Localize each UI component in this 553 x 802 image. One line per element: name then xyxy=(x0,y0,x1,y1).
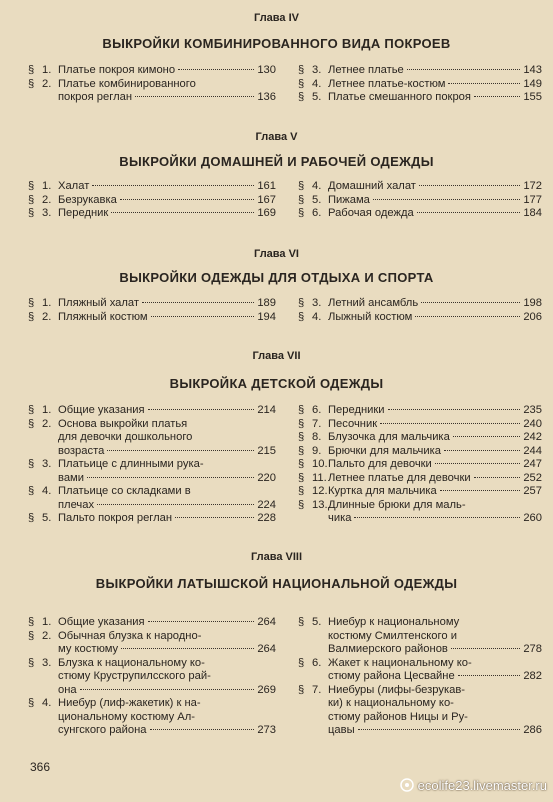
entry-number: 10. xyxy=(312,458,328,470)
entry-text: ки) к национальному ко- xyxy=(328,697,454,709)
page-ref: 242 xyxy=(523,431,542,443)
leader-dots xyxy=(474,96,520,97)
page-ref: 206 xyxy=(523,310,542,323)
toc-entry xyxy=(298,180,542,194)
entry-text: стюму района Цесвайне xyxy=(328,670,455,682)
section-sign: § xyxy=(298,444,305,457)
page-ref: 224 xyxy=(257,498,276,511)
entry-number: 3. xyxy=(42,458,52,470)
page-ref: 244 xyxy=(523,444,542,457)
page-ref: 247 xyxy=(523,458,542,470)
entry-text: плечах xyxy=(58,498,95,511)
leader-dots xyxy=(142,302,254,303)
entry-text: Домашний халат xyxy=(328,180,416,192)
toc-entry xyxy=(298,431,542,445)
toc-entry xyxy=(28,297,276,311)
page-ref: 167 xyxy=(257,193,276,206)
entry-text: Блузка к национальному ко- xyxy=(58,656,205,669)
page-ref: 149 xyxy=(523,77,542,90)
entry-text: Пляжный костюм xyxy=(58,310,148,323)
leader-dots xyxy=(80,689,255,690)
toc-entry xyxy=(28,64,276,78)
leader-dots xyxy=(444,450,520,451)
leader-dots xyxy=(417,212,521,213)
entry-text: Передник xyxy=(58,207,109,219)
entry-text: Летний ансамбль xyxy=(328,297,419,309)
entry-number: 3. xyxy=(312,64,322,76)
section-sign: § xyxy=(28,310,35,323)
leader-dots xyxy=(107,450,254,451)
entry-text: Валмиерского районов xyxy=(328,643,448,655)
page-ref: 169 xyxy=(257,207,276,219)
entry-text: Ниебур (лиф-жакетик) к на- xyxy=(58,697,201,709)
entry-text: Халат xyxy=(58,180,90,192)
entry-number: 6. xyxy=(312,656,322,669)
entry-text: Платьице со складками в xyxy=(58,485,191,497)
toc-column-right xyxy=(298,297,542,324)
toc-entry xyxy=(28,180,276,194)
toc-column-left xyxy=(28,616,276,738)
entry-text: для девочки дошкольного xyxy=(58,431,193,443)
chapter-title: ВЫКРОЙКИ ОДЕЖДЫ ДЛЯ ОТДЫХА И СПОРТА xyxy=(119,270,434,285)
page-ref: 215 xyxy=(257,444,276,457)
entry-number: 4. xyxy=(42,485,52,497)
entry-text: Платье покроя кимоно xyxy=(58,64,176,76)
leader-dots xyxy=(373,199,520,200)
entry-text: Ниебуры (лифы-безрукав- xyxy=(328,683,466,696)
toc-column-right xyxy=(298,64,542,105)
toc-column-left xyxy=(28,64,276,105)
toc-entry xyxy=(298,311,542,325)
toc-entry xyxy=(28,485,276,512)
entry-text: Платье комбинированного xyxy=(58,77,196,90)
page-ref: 260 xyxy=(523,512,542,524)
page-ref: 130 xyxy=(257,64,276,76)
entry-number: 2. xyxy=(42,193,52,206)
entry-text: Пижама xyxy=(328,193,370,206)
entry-text: чика xyxy=(328,512,352,524)
leader-dots xyxy=(135,96,254,97)
section-sign: § xyxy=(298,683,305,696)
leader-dots xyxy=(380,423,520,424)
entry-number: 4. xyxy=(312,77,322,90)
toc-column-right xyxy=(298,404,542,526)
entry-number: 6. xyxy=(312,207,322,219)
chapter-heading: Глава VII xyxy=(252,350,301,362)
section-sign: § xyxy=(298,310,305,323)
entry-text: покроя реглан xyxy=(58,91,132,103)
entry-number: 4. xyxy=(312,180,322,192)
section-sign: § xyxy=(298,64,305,76)
entry-text: стюму районов Ницы и Ру- xyxy=(328,710,468,723)
chapter-heading: Глава VIII xyxy=(250,551,303,563)
leader-dots xyxy=(458,675,521,676)
page-number: 366 xyxy=(30,760,51,774)
section-sign: § xyxy=(298,417,305,430)
entry-text: Жакет к национальному ко- xyxy=(328,656,472,669)
toc-entry xyxy=(298,404,542,418)
entry-text: Безрукавка xyxy=(58,193,117,206)
section-sign: § xyxy=(298,77,305,90)
page-ref: 161 xyxy=(257,180,276,192)
entry-text: Обычная блузка к народно- xyxy=(58,629,202,642)
entry-text: Передники xyxy=(328,404,385,416)
toc-entry xyxy=(298,418,542,432)
entry-text: Общие указания xyxy=(58,616,145,628)
toc-column-left xyxy=(28,297,276,324)
entry-text: Платье смешанного покроя xyxy=(328,91,471,103)
page-ref: 214 xyxy=(257,404,276,416)
entry-number: 5. xyxy=(312,91,322,103)
section-sign: § xyxy=(28,458,35,470)
leader-dots xyxy=(448,83,520,84)
toc-entry xyxy=(298,616,542,657)
entry-text: Платьице с длинными рука- xyxy=(58,458,204,470)
entry-text: цавы xyxy=(328,724,355,736)
page-ref: 264 xyxy=(257,616,276,628)
toc-entry xyxy=(298,445,542,459)
watermark-icon xyxy=(400,778,414,795)
section-sign: § xyxy=(298,616,305,628)
toc-column-right xyxy=(298,616,542,738)
entry-text: Рабочая одежда xyxy=(328,207,414,219)
page-ref: 143 xyxy=(523,64,542,76)
entry-number: 1. xyxy=(42,64,52,76)
entry-text: Общие указания xyxy=(58,404,145,416)
page-ref: 136 xyxy=(257,91,276,103)
entry-text: му костюму xyxy=(58,643,119,655)
toc-entry xyxy=(298,91,542,105)
toc-entry xyxy=(298,499,542,526)
toc-column-left xyxy=(28,180,276,221)
leader-dots xyxy=(148,621,255,622)
section-sign: § xyxy=(298,656,305,669)
page-ref: 228 xyxy=(257,512,276,524)
leader-dots xyxy=(474,477,521,478)
entry-text: костюму Смилтенского и xyxy=(328,629,457,642)
section-sign: § xyxy=(298,180,305,192)
leader-dots xyxy=(92,185,254,186)
toc-entry xyxy=(298,684,542,738)
entry-number: 12. xyxy=(312,485,328,497)
entry-number: 8. xyxy=(312,431,322,443)
entry-text: Пальто покроя реглан xyxy=(58,512,173,524)
entry-number: 11. xyxy=(312,471,327,484)
section-sign: § xyxy=(298,207,305,219)
toc-entry xyxy=(298,194,542,208)
toc-entry xyxy=(298,78,542,92)
page-ref: 198 xyxy=(523,297,542,309)
page-ref: 189 xyxy=(257,297,276,309)
toc-entry xyxy=(298,485,542,499)
entry-number: 7. xyxy=(312,417,322,430)
chapter-heading: Глава IV xyxy=(254,12,299,24)
page-ref: 155 xyxy=(523,91,542,103)
section-sign: § xyxy=(28,417,35,430)
section-sign: § xyxy=(28,64,35,76)
leader-dots xyxy=(451,648,520,649)
entry-number: 5. xyxy=(312,616,322,628)
toc-entry xyxy=(28,78,276,105)
section-sign: § xyxy=(28,297,35,309)
toc-entry xyxy=(298,458,542,472)
page-ref: 286 xyxy=(523,724,542,736)
toc-entry xyxy=(28,207,276,221)
page-ref: 235 xyxy=(523,404,542,416)
section-sign: § xyxy=(28,77,35,90)
entry-text: Блузочка для мальчика xyxy=(328,431,450,443)
page-ref: 177 xyxy=(523,193,542,206)
chapter-heading: Глава V xyxy=(255,131,298,143)
chapter-title: ВЫКРОЙКА ДЕТСКОЙ ОДЕЖДЫ xyxy=(169,376,384,391)
page-ref: 220 xyxy=(257,471,276,484)
watermark-text: ecolife23.livemaster.ru xyxy=(417,778,547,793)
leader-dots xyxy=(120,199,255,200)
entry-text: Летнее платье xyxy=(328,64,404,76)
entry-number: 6. xyxy=(312,404,322,416)
toc-entry xyxy=(28,418,276,459)
section-sign: § xyxy=(298,498,305,511)
entry-text: Лыжный костюм xyxy=(328,310,413,323)
page-ref: 257 xyxy=(523,485,542,497)
section-sign: § xyxy=(298,404,305,416)
leader-dots xyxy=(175,517,254,518)
entry-text: стюму Круструпилсского рай- xyxy=(58,670,211,682)
toc-entry xyxy=(28,697,276,738)
section-sign: § xyxy=(298,297,305,309)
toc-entry xyxy=(298,297,542,311)
page-ref: 172 xyxy=(523,180,542,192)
leader-dots xyxy=(121,648,254,649)
toc-entry xyxy=(28,616,276,630)
chapter-title: ВЫКРОЙКИ КОМБИНИРОВАННОГО ВИДА ПОКРОЕВ xyxy=(102,36,451,51)
leader-dots xyxy=(388,409,521,410)
section-sign: § xyxy=(28,697,35,709)
entry-text: Брючки для мальчика xyxy=(328,444,441,457)
section-sign: § xyxy=(28,629,35,642)
toc-entry xyxy=(28,657,276,698)
entry-text: Летнее платье для девочки xyxy=(328,471,471,484)
page-ref: 194 xyxy=(257,310,276,323)
entry-number: 5. xyxy=(312,193,322,206)
entry-text: Основа выкройки платья xyxy=(58,417,188,430)
toc-entry xyxy=(28,194,276,208)
page-ref: 278 xyxy=(523,643,542,655)
toc-entry xyxy=(28,458,276,485)
entry-number: 3. xyxy=(42,656,52,669)
chapter-title: ВЫКРОЙКИ ЛАТЫШСКОЙ НАЦИОНАЛЬНОЙ ОДЕЖДЫ xyxy=(95,576,458,591)
entry-text: Куртка для мальчика xyxy=(328,485,437,497)
toc-entry xyxy=(298,64,542,78)
section-sign: § xyxy=(28,485,35,497)
leader-dots xyxy=(358,729,521,730)
entry-text: она xyxy=(58,683,77,696)
chapter-title: ВЫКРОЙКИ ДОМАШНЕЙ И РАБОЧЕЙ ОДЕЖДЫ xyxy=(119,154,434,169)
page-ref: 269 xyxy=(257,683,276,696)
entry-text: циональному костюму Ал- xyxy=(58,710,196,723)
section-sign: § xyxy=(28,207,35,219)
section-sign: § xyxy=(28,180,35,192)
entry-number: 1. xyxy=(42,616,52,628)
entry-number: 9. xyxy=(312,444,322,457)
entry-text: Летнее платье-костюм xyxy=(328,77,446,90)
leader-dots xyxy=(421,302,520,303)
section-sign: § xyxy=(28,656,35,669)
toc-entry xyxy=(298,207,542,221)
toc-entry xyxy=(298,657,542,684)
leader-dots xyxy=(151,316,255,317)
section-sign: § xyxy=(28,616,35,628)
entry-text: возраста xyxy=(58,444,105,457)
entry-number: 5. xyxy=(42,512,52,524)
page-ref: 273 xyxy=(257,724,276,736)
leader-dots xyxy=(148,409,255,410)
page-ref: 240 xyxy=(523,417,542,430)
leader-dots xyxy=(97,504,254,505)
section-sign: § xyxy=(298,193,305,206)
entry-number: 1. xyxy=(42,180,52,192)
entry-text: сунгского района xyxy=(58,724,147,736)
page-ref: 184 xyxy=(523,207,542,219)
leader-dots xyxy=(178,69,254,70)
leader-dots xyxy=(435,463,521,464)
section-sign: § xyxy=(298,471,305,484)
toc-entry xyxy=(28,311,276,325)
entry-number: 4. xyxy=(42,697,52,709)
section-sign: § xyxy=(298,458,305,470)
toc-entry xyxy=(298,472,542,486)
chapter-heading: Глава VI xyxy=(254,248,299,260)
page-ref: 252 xyxy=(523,471,542,484)
toc-column-left xyxy=(28,404,276,526)
page-ref: 282 xyxy=(523,670,542,682)
entry-text: Пляжный халат xyxy=(58,297,140,309)
leader-dots xyxy=(354,517,520,518)
entry-text: Песочник xyxy=(328,417,378,430)
leader-dots xyxy=(87,477,254,478)
section-sign: § xyxy=(298,431,305,443)
entry-number: 3. xyxy=(42,207,52,219)
section-sign: § xyxy=(298,91,305,103)
leader-dots xyxy=(440,490,521,491)
entry-number: 1. xyxy=(42,297,52,309)
entry-number: 4. xyxy=(312,310,322,323)
entry-text: Длинные брюки для маль- xyxy=(328,498,466,511)
entry-text: вами xyxy=(58,471,84,484)
section-sign: § xyxy=(298,485,305,497)
entry-number: 3. xyxy=(312,297,322,309)
section-sign: § xyxy=(28,404,35,416)
section-sign: § xyxy=(28,512,35,524)
toc-entry xyxy=(28,630,276,657)
section-sign: § xyxy=(28,193,35,206)
entry-number: 2. xyxy=(42,417,52,430)
leader-dots xyxy=(407,69,521,70)
entry-text: Пальто для девочки xyxy=(328,458,432,470)
entry-number: 1. xyxy=(42,404,52,416)
leader-dots xyxy=(150,729,255,730)
entry-number: 2. xyxy=(42,77,52,90)
toc-column-right xyxy=(298,180,542,221)
entry-number: 7. xyxy=(312,683,322,696)
leader-dots xyxy=(419,185,520,186)
entry-number: 13. xyxy=(312,498,328,511)
entry-number: 2. xyxy=(42,629,52,642)
toc-entry xyxy=(28,512,276,526)
entry-number: 2. xyxy=(42,310,52,323)
leader-dots xyxy=(453,436,521,437)
toc-entry xyxy=(28,404,276,418)
page-ref: 264 xyxy=(257,643,276,655)
leader-dots xyxy=(111,212,254,213)
leader-dots xyxy=(415,316,520,317)
watermark xyxy=(400,778,547,795)
entry-text: Ниебур к национальному xyxy=(328,616,460,628)
